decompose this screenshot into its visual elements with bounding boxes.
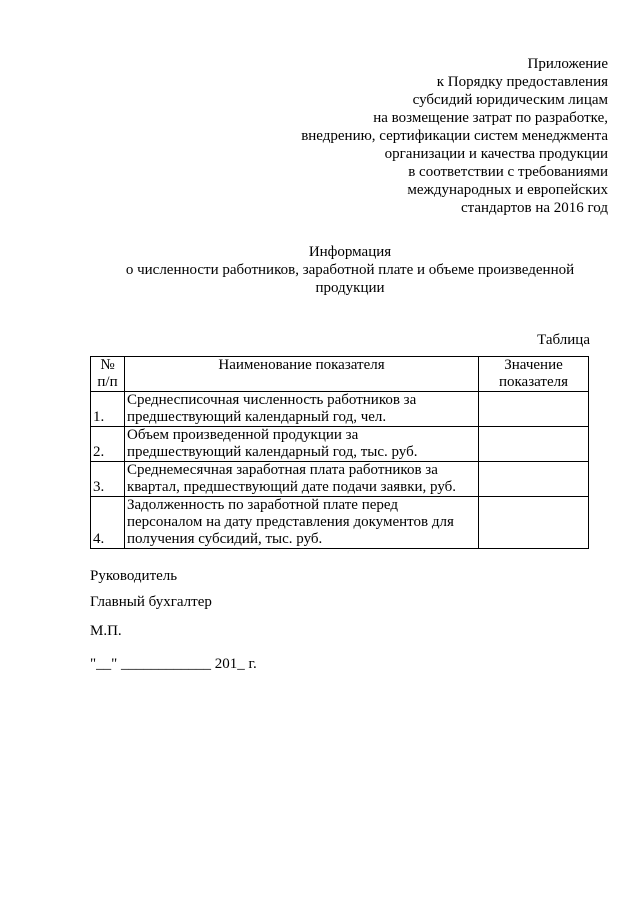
indicator-line: Задолженность по заработной плате перед xyxy=(127,497,398,513)
signature-accountant: Главный бухгалтер xyxy=(90,594,212,610)
annex-line: в соответствии с требованиями xyxy=(408,164,608,180)
indicator-line: персоналом на дату представления документов для xyxy=(127,514,454,530)
row-indicator-name xyxy=(125,427,479,462)
table-header-row xyxy=(91,357,589,392)
annex-line: международных и европейских xyxy=(407,182,608,198)
row-value-cell[interactable] xyxy=(479,497,589,549)
header-num-line: п/п xyxy=(97,374,118,390)
indicator-line: получения субсидий, тыс. руб. xyxy=(127,531,323,547)
date-line: "__" ____________ 201_ г. xyxy=(90,656,257,672)
annex-line: организации и качества продукции xyxy=(384,146,608,162)
annex-line: стандартов на 2016 год xyxy=(460,200,608,216)
row-number: 4. xyxy=(91,497,125,549)
table-row xyxy=(91,392,589,427)
row-number: 3. xyxy=(91,462,125,497)
annex-header xyxy=(301,55,608,217)
header-num-line: № xyxy=(100,357,115,373)
header-value-line: Значение xyxy=(504,357,563,373)
row-number: 1. xyxy=(91,392,125,427)
title-line: о численности работников, заработной плате и объеме произведенной xyxy=(125,262,575,278)
annex-line: на возмещение затрат по разработке, xyxy=(373,110,608,126)
row-value-cell[interactable] xyxy=(479,392,589,427)
indicator-line: предшествующий календарный год, тыс. руб. xyxy=(127,444,418,460)
row-indicator-name xyxy=(125,392,479,427)
row-value-cell[interactable] xyxy=(479,427,589,462)
title-line: продукции xyxy=(315,280,385,296)
title-line: Информация xyxy=(308,244,392,260)
indicator-line: квартал, предшествующий дате подачи заявки, руб. xyxy=(127,479,457,495)
table-row xyxy=(91,497,589,549)
header-value-line: показателя xyxy=(498,374,569,390)
header-num xyxy=(91,357,125,392)
row-number: 2. xyxy=(91,427,125,462)
signature-head: Руководитель xyxy=(90,568,178,584)
indicator-line: Объем произведенной продукции за xyxy=(127,427,359,443)
annex-line: субсидий юридическим лицам xyxy=(412,92,608,108)
indicators-table xyxy=(90,356,589,549)
indicator-line: предшествующий календарный год, чел. xyxy=(127,409,387,425)
header-name: Наименование показателя xyxy=(125,357,479,392)
annex-line: Приложение xyxy=(527,56,608,72)
header-value xyxy=(479,357,589,392)
row-indicator-name xyxy=(125,497,479,549)
stamp-placeholder: М.П. xyxy=(90,623,122,639)
indicator-line: Среднесписочная численность работников за xyxy=(127,392,417,408)
indicator-line: Среднемесячная заработная плата работников за xyxy=(127,462,438,478)
annex-line: к Порядку предоставления xyxy=(436,74,608,90)
table-label: Таблица xyxy=(537,332,590,348)
annex-line: внедрению, сертификации систем менеджмента xyxy=(301,128,608,144)
table-row xyxy=(91,427,589,462)
row-indicator-name xyxy=(125,462,479,497)
row-value-cell[interactable] xyxy=(479,462,589,497)
table-row xyxy=(91,462,589,497)
document-title xyxy=(90,243,610,297)
